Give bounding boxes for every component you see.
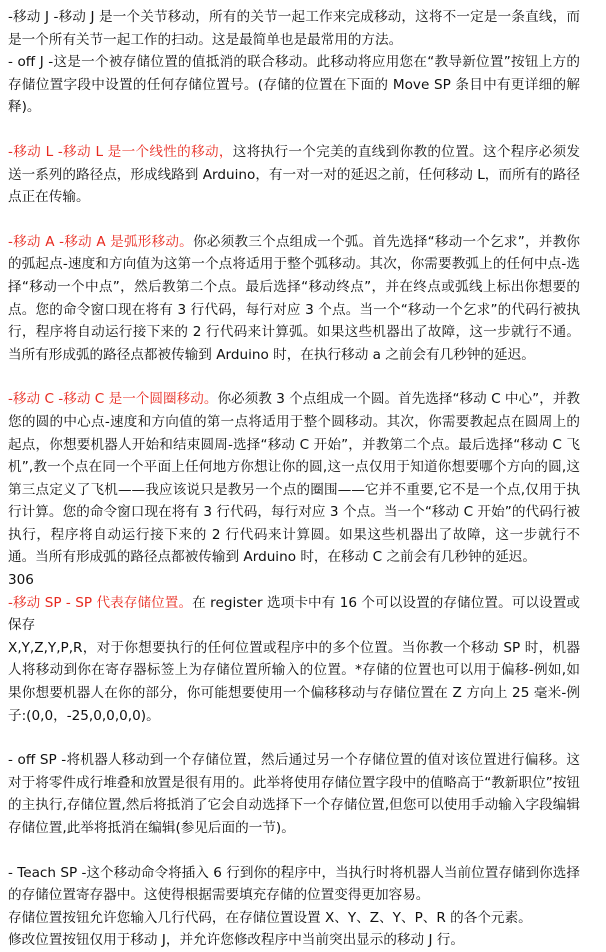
move-l-heading: -移动 L -移动 L 是一个线性的移动， (8, 143, 233, 160)
move-a-body: 你必须教三个点组成一个弧。首先选择“移动一个乞求”，并教你的弧起点-速度和方向值为这第一个点将适用于整个弧移动。其次，你需要教弧上的任何中点-选择“移动一个中点”，然后教第二个点。最后选择“移动终点”，并在终点或弧线上标出你想要的点。您的命令窗口现在将有 3 行代码，每行对应 3 个点。当一个“移动一个乞求”的代码行被执行，程序将自动运行接下来的 2 行代码来计算弧。如果这些机器出了故障，这一步就行不通。当所有形成弧的路径点都被传输到 Arduino 时，在执行移动 a 之前会有几秒钟的延迟。 (8, 233, 580, 363)
paragraph-move-sp-detail: X,Y,Z,Y,P,R，对于你想要执行的任何位置或程序中的多个位置。当你教一个移动 SP 时，机器人将移动到你在寄存器标签上为存储位置所输入的位置。*存储的位置也可以用于偏移-例如,如果你想要机器人在你的部分，你可能想要使用一个偏移移动与存储位置在 Z 方向上 25 毫米-例子:(0,0，-25,0,0,0,0)。 (8, 639, 580, 724)
paragraph-gap (8, 119, 580, 141)
paragraph-move-a (8, 231, 580, 367)
paragraph-move-j: -移动 J -移动 J 是一个关节移动，所有的关节一起工作来完成移动，这将不一定是一条直线，而是一个所有关节一起工作的扫动。这是最简单也是最常用的方法。 (8, 9, 580, 48)
move-a-heading: -移动 A -移动 A 是弧形移动。 (8, 233, 193, 250)
move-sp-heading: -移动 SP - SP 代表存储位置。 (8, 594, 193, 611)
move-c-heading: -移动 C -移动 C 是一个圆圈移动。 (8, 391, 218, 408)
page-number: 306 (8, 572, 34, 589)
paragraph-off-sp: - off SP -将机器人移动到一个存储位置，然后通过另一个存储位置的值对该位置进行偏移。这对于将零件成行堆叠和放置是很有用的。此举将使用存储位置字段中的值略高于“教新职位”按钮的主执行,存储位置,然后将抵消了它会自动选择下一个存储位置,但您可以使用手动输入字段编辑存储位置,此举将抵消在编辑(参见后面的一节)。 (8, 752, 580, 836)
paragraph-modify-position-button: 修改位置按钮仅用于移动 J，并允许您修改程序中当前突出显示的移动 J 行。 (8, 932, 464, 949)
paragraph-gap (8, 840, 580, 862)
paragraph-gap (8, 209, 580, 231)
move-l-body: 这将执行一个完美的直线到你教的位置。这个程序必须发送一系列的路径点，形成线路到 Arduino，有一对一对的延迟之前，任何移动 L，而所有的路径点正在传输。 (8, 143, 580, 206)
move-sp-body: 在 register 选项卡中有 16 个可以设置的存储位置。可以设置或保存 (8, 594, 580, 634)
paragraph-gap (8, 366, 580, 388)
paragraph-move-l (8, 141, 580, 209)
move-c-body: 你必须教 3 个点组成一个圆。首先选择“移动 C 中心”，并教您的圆的中心点-速度和方向值的第一点将适用于整个圆移动。其次，你需要教起点在圆周上的起点，你想要机器人开始和结束圆周-选择“移动 C 开始”，并教第二个点。最后选择“移动 C 飞机”,教一个点在同一个平面上任何地方你想让你的圆,这一点仅用于知道你想要哪个方向的圆,这第三点定义了飞机——我应该说只是教另一个点的圈围——它并不重要,它不是一个点,仅用于执行计算。您的命令窗口现在将有 3 行代码，每行对应 3 个点。当一个“移动 C 开始”的代码行被执行，程序将自动运行接下来的 2 行代码来计算圆。如果这些机器出了故障，这一步就行不通。当所有形成弧的路径点都被传输到 Arduino 时，在移动 C 之前会有几秒钟的延迟。 (8, 391, 580, 566)
paragraph-move-sp (8, 592, 580, 637)
paragraph-off-j: - off J -这是一个被存储位置的值抵消的联合移动。此移动将应用您在“教导新位置”按钮上方的存储位置字段中设置的任何存储位置号。(存储的位置在下面的 Move SP 条目中有更详细的解释)。 (8, 54, 580, 116)
paragraph-teach-sp: - Teach SP -这个移动命令将插入 6 行到你的程序中，当执行时将机器人当前位置存储到你选择的存储位置寄存器中。这使得根据需要填充存储的位置变得更加容易。 (8, 864, 580, 904)
paragraph-store-position-button: 存储位置按钮允许您输入几行代码，在存储位置设置 X、Y、Z、Y、P、R 的各个元素。 (8, 909, 532, 926)
paragraph-gap (8, 727, 580, 749)
paragraph-move-c (8, 388, 580, 569)
